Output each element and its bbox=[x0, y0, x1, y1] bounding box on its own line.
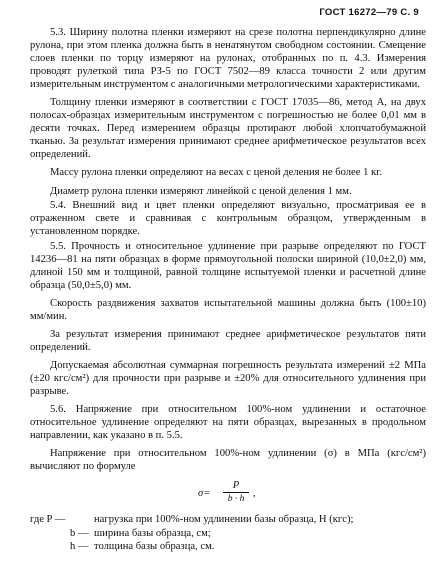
formula-lhs: σ= bbox=[198, 488, 211, 500]
definition-symbol: b — bbox=[70, 527, 89, 539]
formula-numerator: P bbox=[223, 480, 249, 493]
formula-comma: , bbox=[253, 488, 256, 500]
page-header: ГОСТ 16272—79 С. 9 bbox=[319, 7, 419, 18]
definition-item bbox=[30, 513, 426, 526]
definition-text: нагрузка при 100%-ном удлинении базы образца, Н (кгс); bbox=[94, 514, 354, 526]
paragraph-mass: Массу рулона пленки определяют на весах с ценой деления не более 1 кг. bbox=[50, 167, 382, 179]
formula-denominator: b · h bbox=[227, 494, 245, 505]
paragraph-5-3: 5.3. Ширину полотна пленки измеряют на срезе полотна перпендикулярно длине рулона, при этом пленка должна быть в ненатянутом свободном состоянии. Смещение слоев пленки по торцу измеряют на рулонах, отобранных по п. 4.3. Измерения проводят рулеткой типа РЗ-5 по ГОСТ 7502—89 класса точности 2 или другим измерительным инструментом с аналогичными метрологическими характеристиками. bbox=[30, 27, 426, 91]
paragraph-formula-intro: Напряжение при относительном 100%-ном удлинении (σ) в МПа (кгс/см²) вычисляют по формуле bbox=[30, 448, 426, 473]
definition-symbol: где P — bbox=[30, 514, 66, 526]
definition-text: толщина базы образца, см. bbox=[94, 540, 215, 552]
paragraph-diameter: Диаметр рулона пленки измеряют линейкой с ценой деления 1 мм. bbox=[50, 185, 352, 197]
document-body bbox=[30, 26, 426, 553]
paragraph-5-5: 5.5. Прочность и относительное удлинение при разрыве определяют по ГОСТ 14236—81 на пяти образцах в форме прямоугольной полоски шириной (10,0±2,0) мм, длиной 150 мм и толщиной, равной толщине испытуемой пленки и расчетной длине образца (50,0±5,0) мм. bbox=[30, 240, 426, 291]
paragraph-5-4: 5.4. Внешний вид и цвет пленки определяют визуально, просматривая ее в отраженном свете и сравнивая с контрольным образцом, утвержденным в установленном порядке. bbox=[30, 200, 426, 238]
paragraph-result: За результат измерения принимают среднее арифметическое результатов пяти определений. bbox=[30, 328, 426, 354]
paragraph-thickness: Толщину пленки измеряют в соответствии с ГОСТ 17035—86, метод А, на двух полосах-образцах измерительным инструментом с погрешностью не более 0,01 мм в десяти точках. Перед измерением образцы протирают любой хлопчатобумажной тканью. За результат измерения принимают среднее арифметическое результатов всех определений. bbox=[30, 97, 426, 161]
paragraph-error: Допускаемая абсолютная суммарная погрешность результата измерений ±2 МПа (±20 кгс/см²) для прочности при разрыве и ±20% для относительного удлинения при разрыве. bbox=[30, 360, 426, 398]
definition-symbol: h — bbox=[70, 540, 89, 552]
paragraph-speed: Скорость раздвижения захватов испытательной машины должна быть (100±10) мм/мин. bbox=[30, 297, 426, 322]
stress-formula bbox=[30, 480, 426, 506]
definitions-list bbox=[30, 513, 426, 552]
definition-item bbox=[30, 540, 426, 553]
definition-item bbox=[30, 527, 426, 540]
formula-fraction bbox=[223, 480, 249, 505]
paragraph-5-6: 5.6. Напряжение при относительном 100%-ном удлинении и остаточное относительное удлинение определяют на пяти образцах, вырезанных в продольном направлении, как указано в п. 5.5. bbox=[30, 404, 426, 442]
definition-text: ширина базы образца, см; bbox=[94, 527, 211, 539]
